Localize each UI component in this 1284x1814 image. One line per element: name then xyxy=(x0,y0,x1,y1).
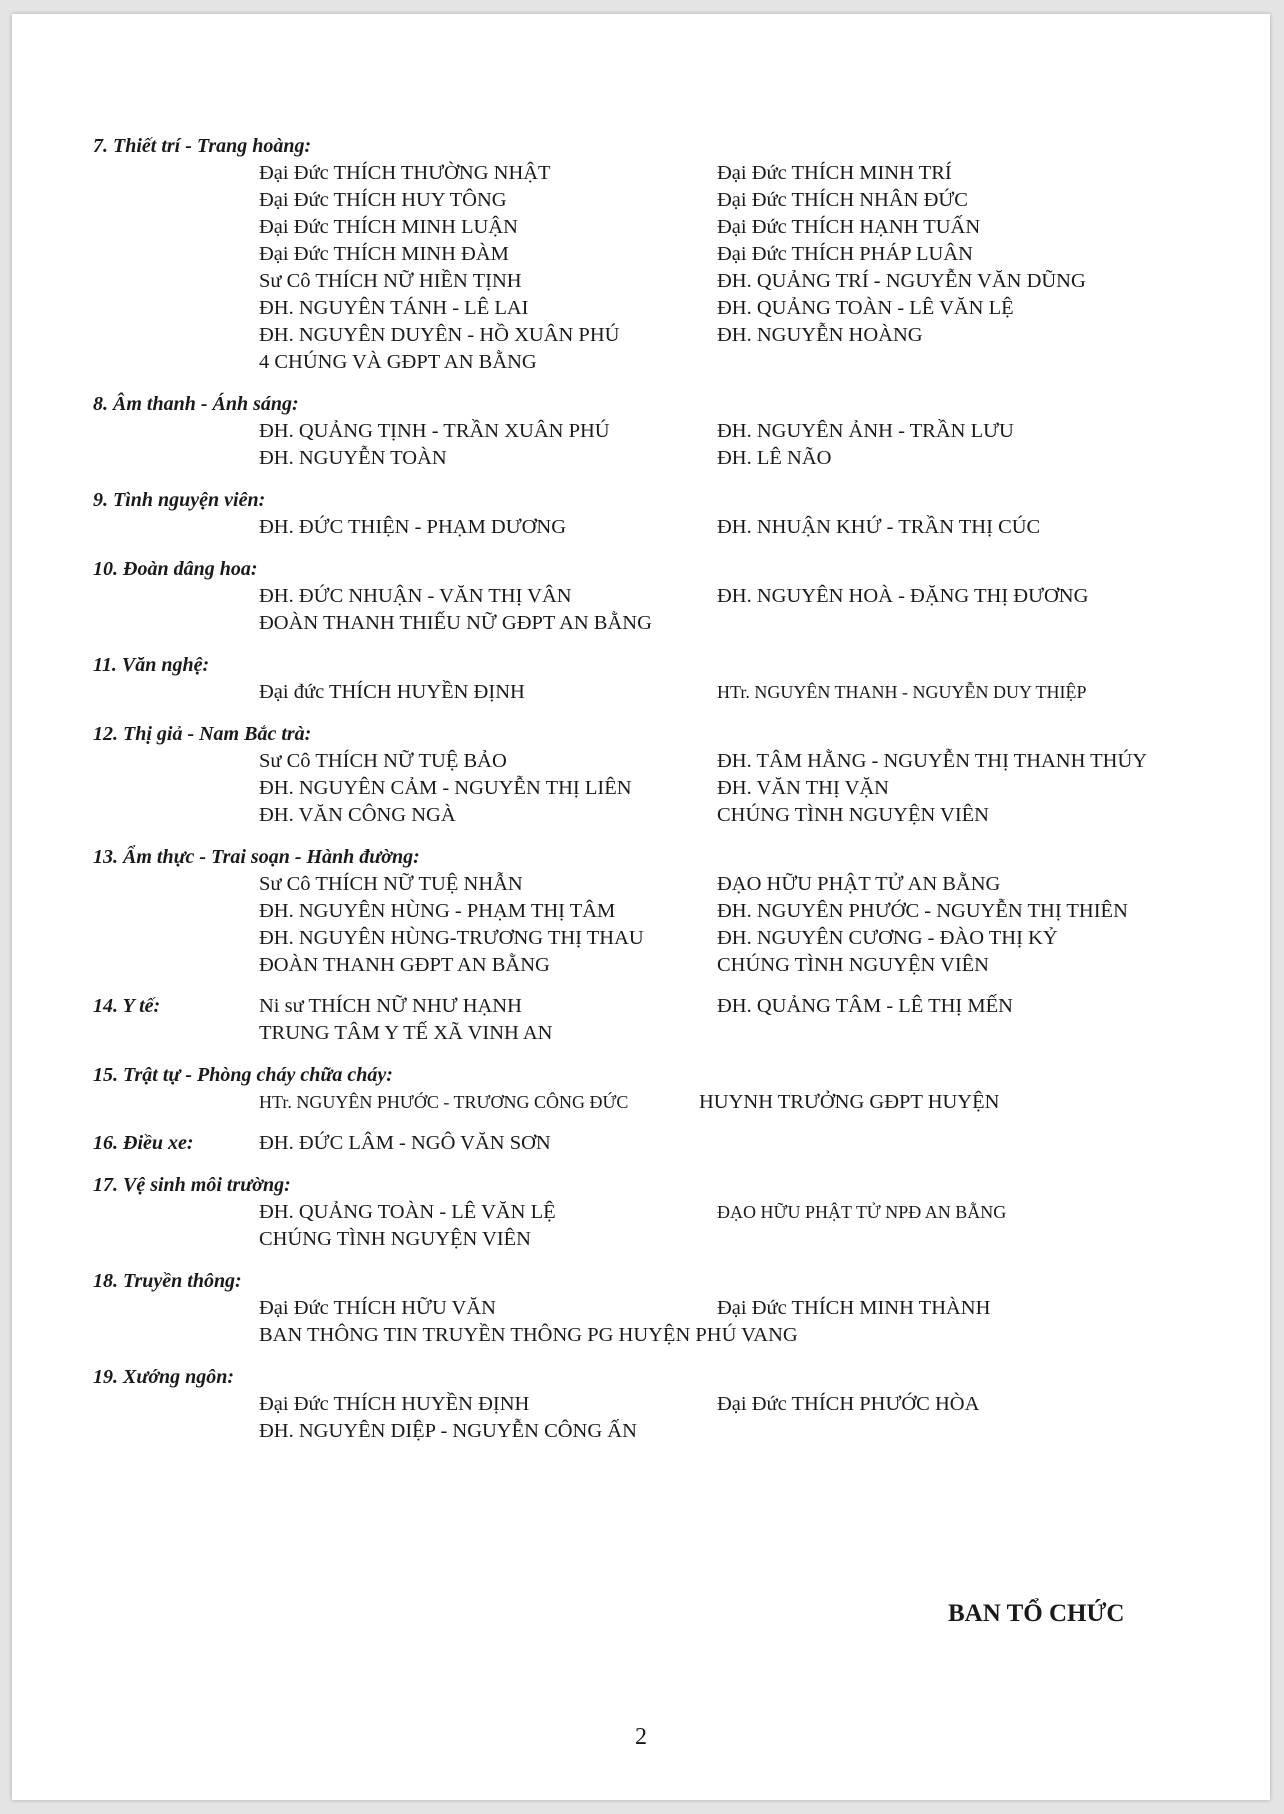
member-name: Sư Cô THÍCH NỮ HIỀN TỊNH xyxy=(259,270,522,292)
member-row xyxy=(93,583,1233,610)
member-row xyxy=(93,802,1233,829)
section-9 xyxy=(93,486,1233,541)
member-row xyxy=(93,349,1233,376)
member-name: ĐH. VĂN CÔNG NGÀ xyxy=(259,804,456,826)
section-heading: 8. Âm thanh - Ánh sáng: xyxy=(93,393,299,415)
member-name: 4 CHÚNG VÀ GĐPT AN BẰNG xyxy=(259,351,537,373)
member-row xyxy=(93,445,1233,472)
member-name: Đại Đức THÍCH THƯỜNG NHẬT xyxy=(259,162,551,184)
section-heading: 12. Thị giả - Nam Bắc trà: xyxy=(93,723,312,745)
section-19 xyxy=(93,1363,1233,1445)
section-heading: 15. Trật tự - Phòng cháy chữa cháy: xyxy=(93,1064,393,1086)
member-name: ĐH. NGUYÊN PHƯỚC - NGUYỄN THỊ THIÊN xyxy=(717,900,1128,922)
member-name: ĐH. NGUYÊN TÁNH - LÊ LAI xyxy=(259,297,529,319)
member-row xyxy=(93,925,1233,952)
member-name: ĐH. TÂM HẰNG - NGUYỄN THỊ THANH THÚY xyxy=(717,750,1148,772)
member-name: CHÚNG TÌNH NGUYỆN VIÊN xyxy=(259,1228,531,1250)
member-name: ĐH. NGUYÊN CƯƠNG - ĐÀO THỊ KỶ xyxy=(717,927,1058,949)
member-name: HTr. NGUYÊN THANH - NGUYỄN DUY THIỆP xyxy=(717,682,1087,702)
member-row xyxy=(93,748,1233,775)
member-name: Đại Đức THÍCH MINH LUẬN xyxy=(259,216,518,238)
member-name: ĐH. NGUYỄN TOÀN xyxy=(259,447,447,469)
member-row xyxy=(93,952,1233,979)
section-heading: 17. Vệ sinh môi trường: xyxy=(93,1174,291,1196)
member-name: Đại Đức THÍCH MINH ĐÀM xyxy=(259,243,509,265)
member-name: ĐH. QUẢNG TOÀN - LÊ VĂN LỆ xyxy=(717,297,1014,319)
member-name: ĐH. QUẢNG TỊNH - TRẦN XUÂN PHÚ xyxy=(259,420,610,442)
member-row xyxy=(93,160,1233,187)
member-row xyxy=(93,1199,1233,1226)
member-row xyxy=(93,1391,1233,1418)
member-name: ĐH. NGUYÊN HÙNG-TRƯƠNG THỊ THAU xyxy=(259,927,644,949)
member-name: ĐH. NGUYÊN HOÀ - ĐẶNG THỊ ĐƯƠNG xyxy=(717,585,1089,607)
member-name: ĐH. NHUẬN KHỨ - TRẦN THỊ CÚC xyxy=(717,516,1041,538)
member-name: ĐH. NGUYỄN HOÀNG xyxy=(717,324,923,346)
member-name: ĐH. ĐỨC THIỆN - PHẠM DƯƠNG xyxy=(259,516,567,538)
member-name: TRUNG TÂM Y TẾ XÃ VINH AN xyxy=(259,1022,553,1044)
document-page xyxy=(12,14,1270,1800)
member-row xyxy=(93,1295,1233,1322)
member-row xyxy=(93,610,1233,637)
member-row xyxy=(93,1322,1233,1349)
member-name: Đại Đức THÍCH HUY TÔNG xyxy=(259,189,507,211)
member-name: ĐH. NGUYÊN CẢM - NGUYỄN THỊ LIÊN xyxy=(259,777,632,799)
signature: BAN TỔ CHỨC xyxy=(948,1600,1125,1627)
member-name: Đại Đức THÍCH HUYỀN ĐỊNH xyxy=(259,1393,530,1415)
member-name: ĐH. VĂN THỊ VẶN xyxy=(717,777,889,799)
section-18 xyxy=(93,1267,1233,1349)
member-name: BAN THÔNG TIN TRUYỀN THÔNG PG HUYỆN PHÚ VANG xyxy=(259,1324,798,1346)
member-name: Đại Đức THÍCH MINH TRÍ xyxy=(717,162,952,184)
member-row xyxy=(93,268,1233,295)
section-heading: 18. Truyền thông: xyxy=(93,1270,242,1292)
member-name: Đại Đức THÍCH HẠNH TUẤN xyxy=(717,216,981,238)
section-10 xyxy=(93,555,1233,637)
member-name: ĐH. ĐỨC NHUẬN - VĂN THỊ VÂN xyxy=(259,585,572,607)
member-row xyxy=(93,214,1233,241)
member-row xyxy=(93,514,1233,541)
member-row xyxy=(93,1226,1233,1253)
section-8 xyxy=(93,390,1233,472)
member-name: ĐH. QUẢNG TOÀN - LÊ VĂN LỆ xyxy=(259,1201,556,1223)
member-name: ĐH. NGUYÊN DIỆP - NGUYỄN CÔNG ẤN xyxy=(259,1420,637,1442)
page-number: 2 xyxy=(635,1724,647,1750)
sections-17-19 xyxy=(93,1171,1233,1445)
member-row xyxy=(93,679,1233,706)
section-15 xyxy=(93,1061,1233,1116)
member-name: ĐẠO HỮU PHẬT TỬ NPĐ AN BẰNG xyxy=(717,1202,1007,1222)
member-name: ĐH. NGUYÊN DUYÊN - HỒ XUÂN PHÚ xyxy=(259,324,620,346)
section-12 xyxy=(93,720,1233,829)
section-heading: 11. Văn nghệ: xyxy=(93,654,210,676)
member-name: Sư Cô THÍCH NỮ TUỆ BẢO xyxy=(259,750,507,772)
section-16 xyxy=(93,1130,1233,1157)
member-name: Đại Đức THÍCH NHÂN ĐỨC xyxy=(717,189,968,211)
member-name: ĐOÀN THANH GĐPT AN BẰNG xyxy=(259,954,550,976)
member-name: ĐOÀN THANH THIẾU NỮ GĐPT AN BẰNG xyxy=(259,612,652,634)
section-heading: 14. Y tế: xyxy=(93,995,161,1017)
member-name: ĐẠO HỮU PHẬT TỬ AN BẰNG xyxy=(717,873,1001,895)
member-name: ĐH. NGUYÊN ẢNH - TRẦN LƯU xyxy=(717,420,1014,442)
member-name: HUYNH TRƯỞNG GĐPT HUYỆN xyxy=(699,1091,1000,1113)
member-row xyxy=(93,295,1233,322)
section-13 xyxy=(93,843,1233,979)
member-row xyxy=(93,322,1233,349)
member-name: HTr. NGUYÊN PHƯỚC - TRƯƠNG CÔNG ĐỨC xyxy=(259,1092,629,1112)
member-name: Đại Đức THÍCH PHƯỚC HÒA xyxy=(717,1393,980,1415)
sections-7-13 xyxy=(93,132,1233,979)
member-name: ĐH. QUẢNG TÂM - LÊ THỊ MẾN xyxy=(717,995,1013,1017)
section-7 xyxy=(93,132,1233,376)
section-heading: 16. Điều xe: xyxy=(93,1132,194,1154)
member-name: Sư Cô THÍCH NỮ TUỆ NHẪN xyxy=(259,873,523,895)
member-name: ĐH. LÊ NÃO xyxy=(717,447,832,469)
member-name: CHÚNG TÌNH NGUYỆN VIÊN xyxy=(717,954,989,976)
member-row xyxy=(93,241,1233,268)
member-name: Đại Đức THÍCH HỮU VĂN xyxy=(259,1297,496,1319)
section-heading: 13. Ẩm thực - Trai soạn - Hành đường: xyxy=(93,846,420,868)
member-row xyxy=(93,775,1233,802)
member-name: Ni sư THÍCH NỮ NHƯ HẠNH xyxy=(259,995,522,1017)
member-name: ĐH. ĐỨC LÂM - NGÔ VĂN SƠN xyxy=(259,1132,551,1154)
section-17 xyxy=(93,1171,1233,1253)
section-heading: 19. Xướng ngôn: xyxy=(93,1366,235,1388)
member-name: ĐH. NGUYÊN HÙNG - PHẠM THỊ TÂM xyxy=(259,900,616,922)
member-name: Đại Đức THÍCH PHÁP LUÂN xyxy=(717,243,973,265)
section-14 xyxy=(93,993,1233,1047)
member-name: Đại Đức THÍCH MINH THÀNH xyxy=(717,1297,991,1319)
member-row xyxy=(93,898,1233,925)
section-heading: 10. Đoàn dâng hoa: xyxy=(93,558,258,580)
member-name: ĐH. QUẢNG TRÍ - NGUYỄN VĂN DŨNG xyxy=(717,270,1086,292)
member-name: Đại đức THÍCH HUYỀN ĐỊNH xyxy=(259,681,525,703)
document-body xyxy=(93,132,1233,1459)
section-heading: 7. Thiết trí - Trang hoàng: xyxy=(93,135,312,157)
member-row xyxy=(93,871,1233,898)
section-11 xyxy=(93,651,1233,706)
member-row xyxy=(93,1418,1233,1445)
section-heading: 9. Tình nguyện viên: xyxy=(93,489,266,511)
member-name: CHÚNG TÌNH NGUYỆN VIÊN xyxy=(717,804,989,826)
member-row xyxy=(93,418,1233,445)
member-row xyxy=(93,187,1233,214)
